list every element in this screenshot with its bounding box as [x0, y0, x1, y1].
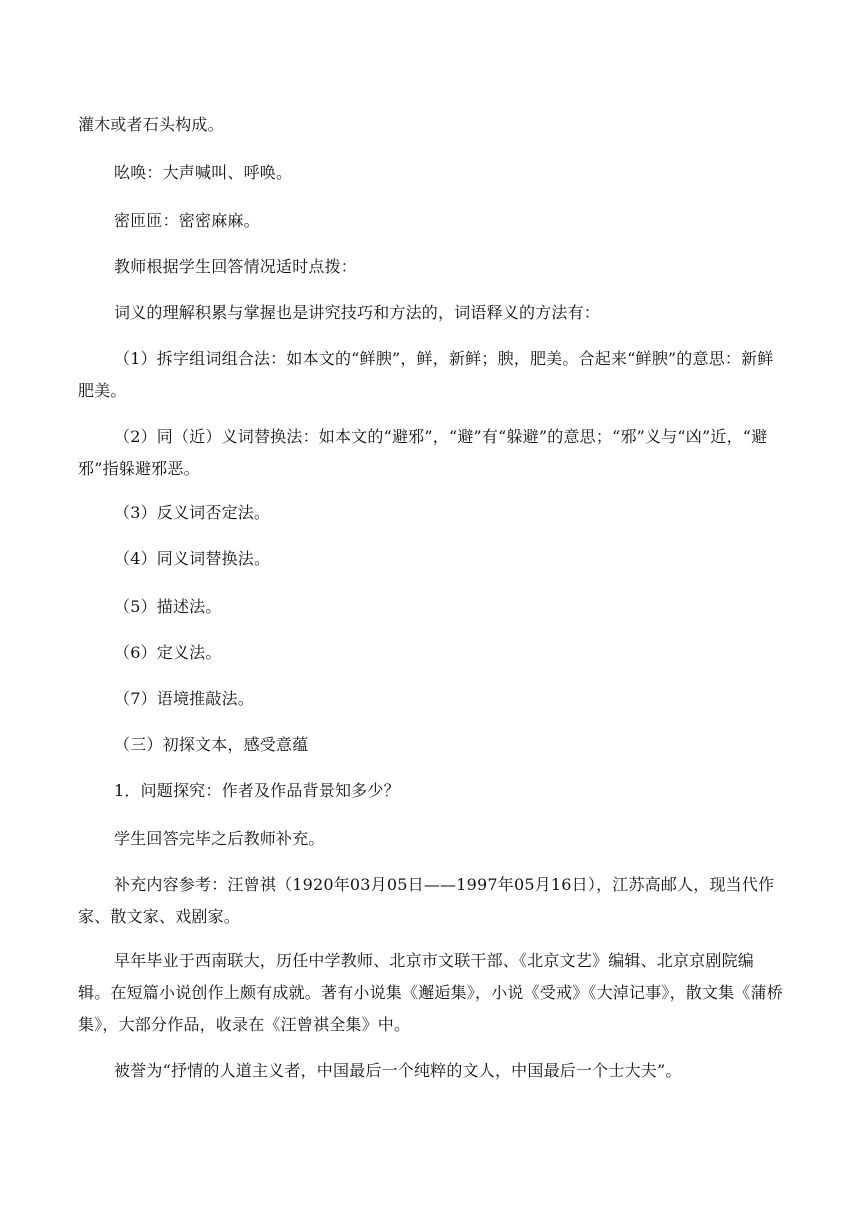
paragraph-method-6: （6）定义法。 — [114, 643, 222, 662]
paragraph-method-5: （5）描述法。 — [114, 597, 222, 616]
paragraph-question: 1．问题探究：作者及作品背景知多少？ — [114, 781, 400, 800]
paragraph-author-praise: 被誉为“抒情的人道主义者，中国最后一个纯粹的文人，中国最后一个士大夫”。 — [114, 1061, 682, 1080]
paragraph-method-1: （1）拆字组词组合法：如本文的“鲜腴”，鲜，新鲜；腴，肥美。合起来“鲜腴”的意思：新鲜肥美。 — [78, 349, 774, 400]
paragraph-definition-yaohuan: 吆唤：大声喊叫、呼唤。 — [114, 163, 293, 182]
paragraph-author-career: 早年毕业于西南联大，历任中学教师、北京市文联干部、《北京文艺》编辑、北京京剧院编辑。在短篇小说创作上颇有成就。著有小说集《邂逅集》，小说《受戒》《大淖记事》，散文集《蒲桥集》，大部分作品，收录在《汪曾祺全集》中。 — [78, 951, 784, 1034]
paragraph-definition-mizaza: 密匝匝：密密麻麻。 — [114, 211, 260, 230]
paragraph-method-7: （7）语境推敲法。 — [114, 689, 254, 708]
paragraph-teacher-guidance: 教师根据学生回答情况适时点拨： — [114, 257, 358, 276]
section-heading: （三）初探文本，感受意蕴 — [114, 735, 309, 754]
paragraph-teacher-supplement: 学生回答完毕之后教师补充。 — [114, 829, 325, 848]
paragraph-continuation: 灌木或者石头构成。 — [78, 115, 224, 134]
paragraph-author-intro: 补充内容参考：汪曾祺（1920年03月05日——1997年05月16日），江苏高邮人，现当代作家、散文家、戏剧家。 — [78, 875, 775, 926]
paragraph-methods-intro: 词义的理解积累与掌握也是讲究技巧和方法的，词语释义的方法有： — [114, 303, 601, 322]
paragraph-method-4: （4）同义词替换法。 — [114, 549, 271, 568]
paragraph-method-2: （2）同（近）义词替换法：如本文的“避邪”，“避”有“躲避”的意思；“邪”义与“凶”近，“避邪”指躲避邪恶。 — [78, 427, 768, 478]
paragraph-method-3: （3）反义词否定法。 — [114, 503, 271, 522]
